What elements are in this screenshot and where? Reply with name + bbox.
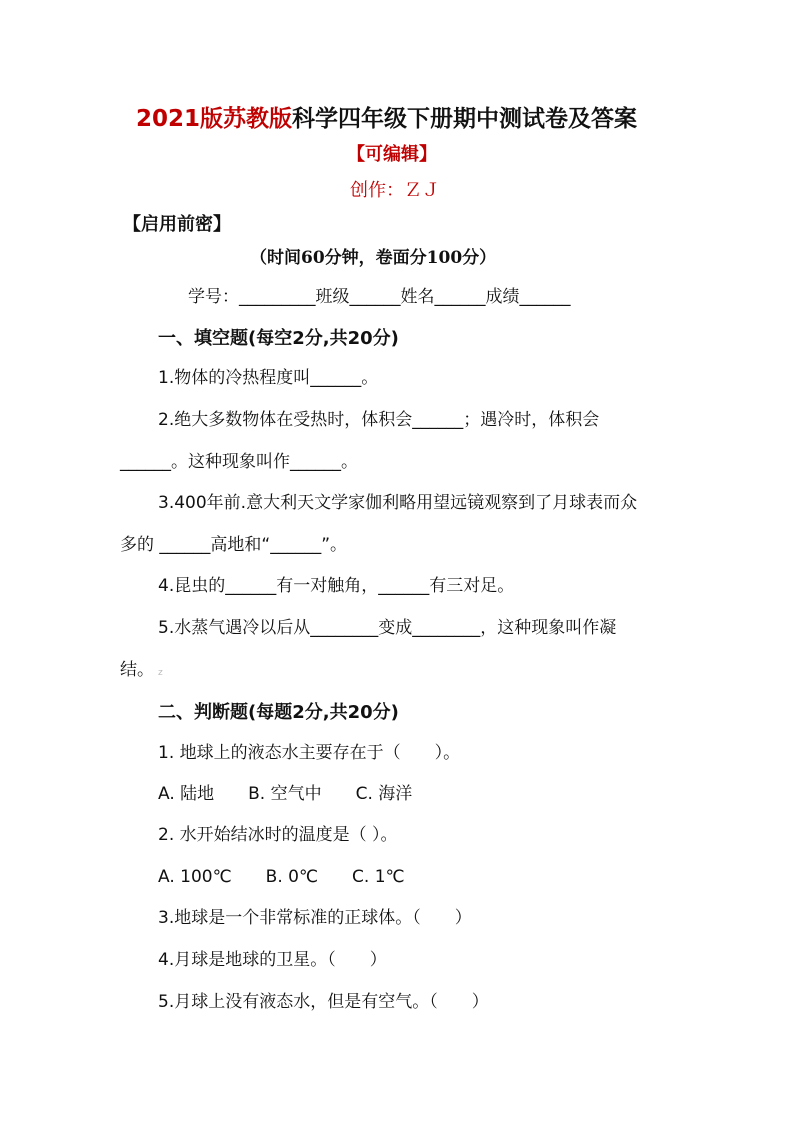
question-2-5: 5.月球上没有液态水，但是有空气。（ ） (158, 992, 489, 1012)
question-2-1-options: A. 陆地 B. 空气中 C. 海洋 (158, 784, 413, 804)
question-1-4: 4.昆虫的______有一对触角，______有三对足。 (158, 576, 515, 596)
question-2-1: 1. 地球上的液态水主要存在于（ ）。 (158, 743, 461, 763)
title-subject: 科学四年级下册期中测试卷及答案 (292, 106, 638, 132)
student-info-line: 学号：_________班级______姓名______成绩______ (188, 287, 571, 307)
question-2-4: 4.月球是地球的卫星。（ ） (158, 950, 387, 970)
question-1-1: 1.物体的冷热程度叫______。 (158, 368, 379, 388)
author-line: 创作：ＺＪ (350, 180, 440, 201)
page-title (136, 108, 637, 131)
question-1-5-line2-text: 结。 (120, 660, 154, 680)
question-1-5-line1: 5.水蒸气遇冷以后从________变成________，这种现象叫作凝 (158, 618, 617, 638)
question-2-2-options: A. 100℃ B. 0℃ C. 1℃ (158, 867, 405, 887)
question-1-2-line2: ______。这种现象叫作______。 (120, 452, 358, 472)
secret-label: 【启用前密】 (123, 214, 231, 235)
question-1-3-line2: 多的 ______高地和“______”。 (120, 535, 348, 555)
title-edition: 2021版苏教版 (136, 106, 293, 132)
time-info: （时间60分钟，卷面分100分） (250, 248, 497, 268)
question-1-3-line1: 3.400年前.意大利天文学家伽利略用望远镜观察到了月球表而众 (158, 493, 638, 513)
section-heading-judgement: 二、判断题(每题2分,共20分) (158, 702, 399, 723)
stray-mark: z (158, 668, 163, 678)
question-1-5-line2 (120, 662, 163, 679)
section-heading-fill-blank: 一、填空题(每空2分,共20分) (158, 328, 399, 349)
question-2-3: 3.地球是一个非常标准的正球体。（ ） (158, 908, 472, 928)
question-2-2: 2. 水开始结冰时的温度是（ ）。 (158, 825, 398, 845)
question-1-2-line1: 2.绝大多数物体在受热时，体积会______；遇冷时，体积会 (158, 410, 600, 430)
editable-tag: 【可编辑】 (347, 144, 437, 165)
